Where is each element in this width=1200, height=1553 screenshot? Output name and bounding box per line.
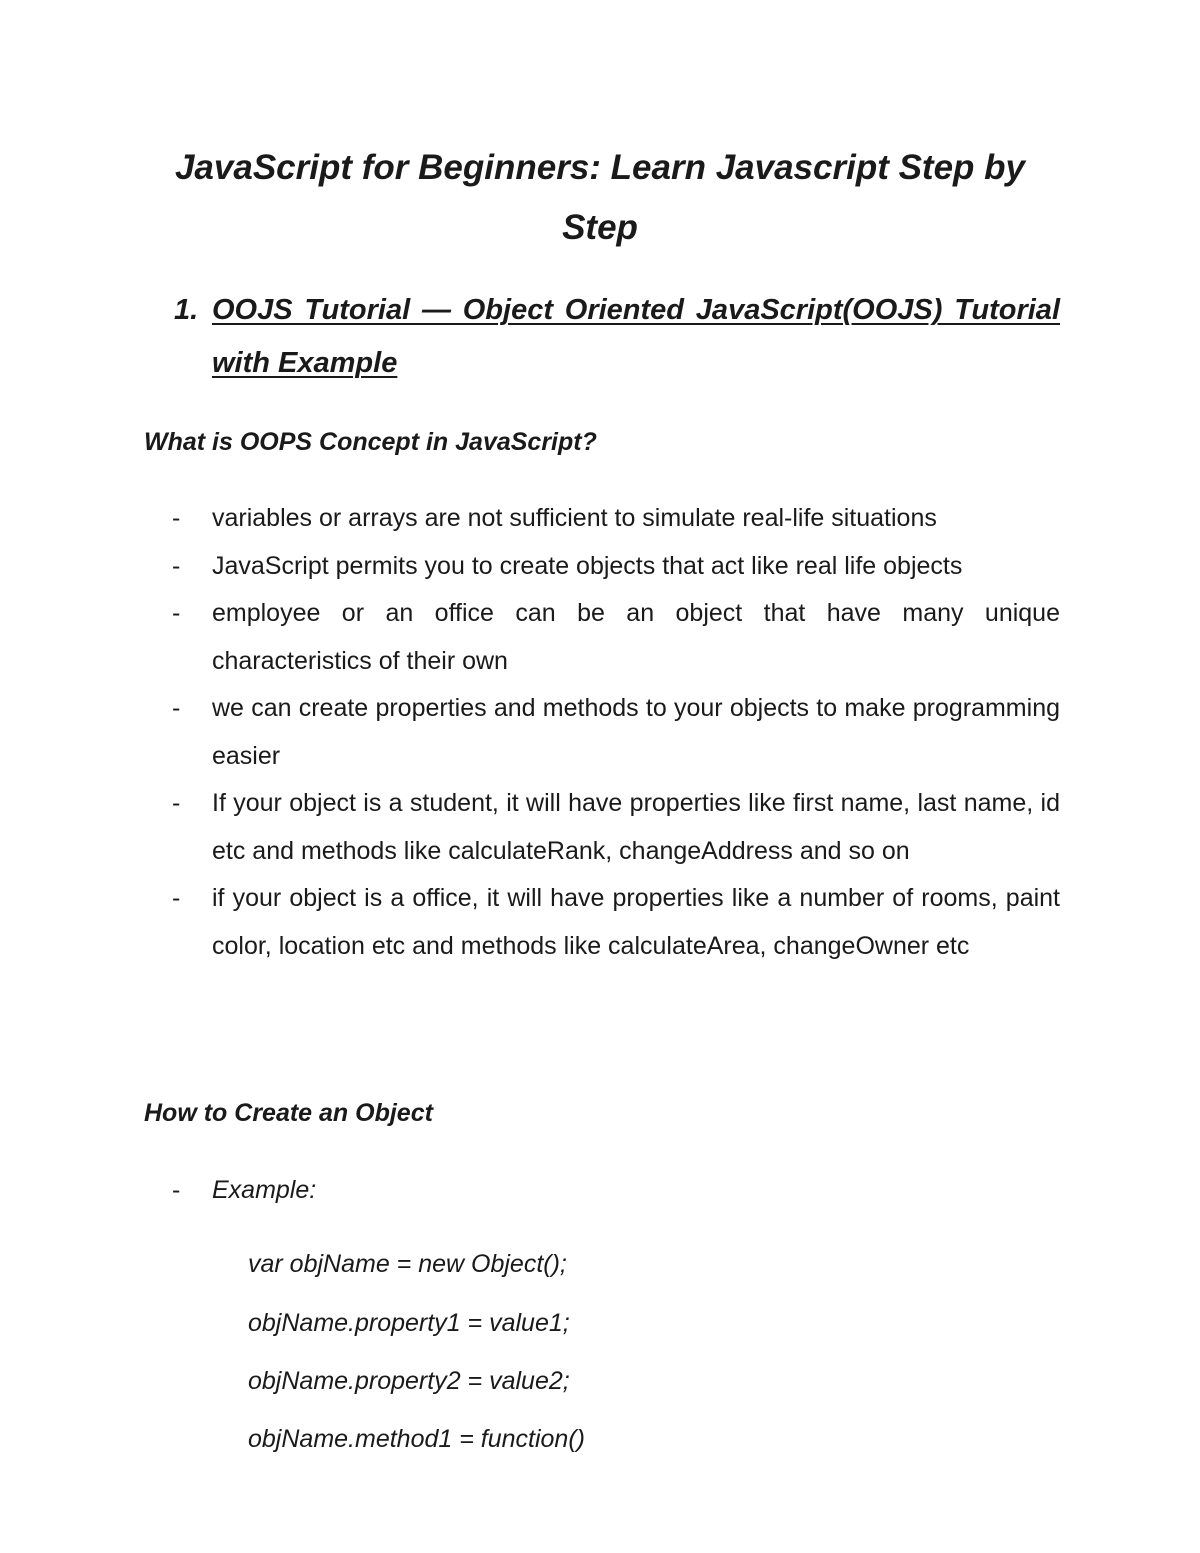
list-item bbox=[172, 780, 1060, 875]
bullet-dash: - bbox=[172, 789, 181, 817]
bullet-dash: - bbox=[172, 1176, 181, 1204]
list-item bbox=[172, 543, 1060, 591]
example-label: Example: bbox=[212, 1176, 317, 1204]
document-title-line-1: JavaScript for Beginners: Learn Javascript Step by bbox=[174, 148, 1026, 187]
bullet-dash: - bbox=[172, 884, 181, 912]
list-item-text: variables or arrays are not sufficient to simulate real-life situations bbox=[212, 504, 937, 532]
section-heading-text: OOJS Tutorial — Object Oriented JavaScript(OOJS) Tutorial with Example bbox=[212, 294, 1060, 379]
bullet-dash: - bbox=[172, 504, 181, 532]
oops-concept-heading: What is OOPS Concept in JavaScript? bbox=[144, 428, 597, 456]
section-heading bbox=[174, 284, 1060, 390]
code-line: objName.property1 = value1; bbox=[248, 1309, 570, 1337]
bullet-dash: - bbox=[172, 694, 181, 722]
list-item-text: If your object is a student, it will have properties like first name, last name, id etc and methods like calculateRank, changeAddress and so on bbox=[212, 789, 1060, 865]
create-object-heading: How to Create an Object bbox=[144, 1099, 433, 1127]
list-item bbox=[172, 875, 1060, 970]
list-item-text: employee or an office can be an object that have many unique characteristics of their own bbox=[212, 599, 1060, 675]
list-item-text: JavaScript permits you to create objects that act like real life objects bbox=[212, 551, 963, 580]
bullet-dash: - bbox=[172, 551, 181, 580]
document-title-line-2: Step bbox=[562, 208, 638, 247]
list-item-text: we can create properties and methods to your objects to make programming easier bbox=[212, 694, 1060, 770]
list-item bbox=[172, 495, 1060, 543]
example-bullet bbox=[172, 1167, 812, 1215]
list-item-text: if your object is a office, it will have properties like a number of rooms, paint color, location etc and methods like calculateArea, changeOwner etc bbox=[212, 884, 1060, 960]
document-title bbox=[150, 138, 1050, 258]
code-line: var objName = new Object(); bbox=[248, 1250, 567, 1278]
code-line: objName.method1 = function() bbox=[248, 1425, 585, 1453]
bullet-dash: - bbox=[172, 599, 181, 627]
list-item bbox=[172, 685, 1060, 780]
code-line: objName.property2 = value2; bbox=[248, 1367, 570, 1395]
oops-bullet-list bbox=[172, 495, 1060, 970]
section-number: 1. bbox=[174, 294, 199, 326]
list-item bbox=[172, 590, 1060, 685]
